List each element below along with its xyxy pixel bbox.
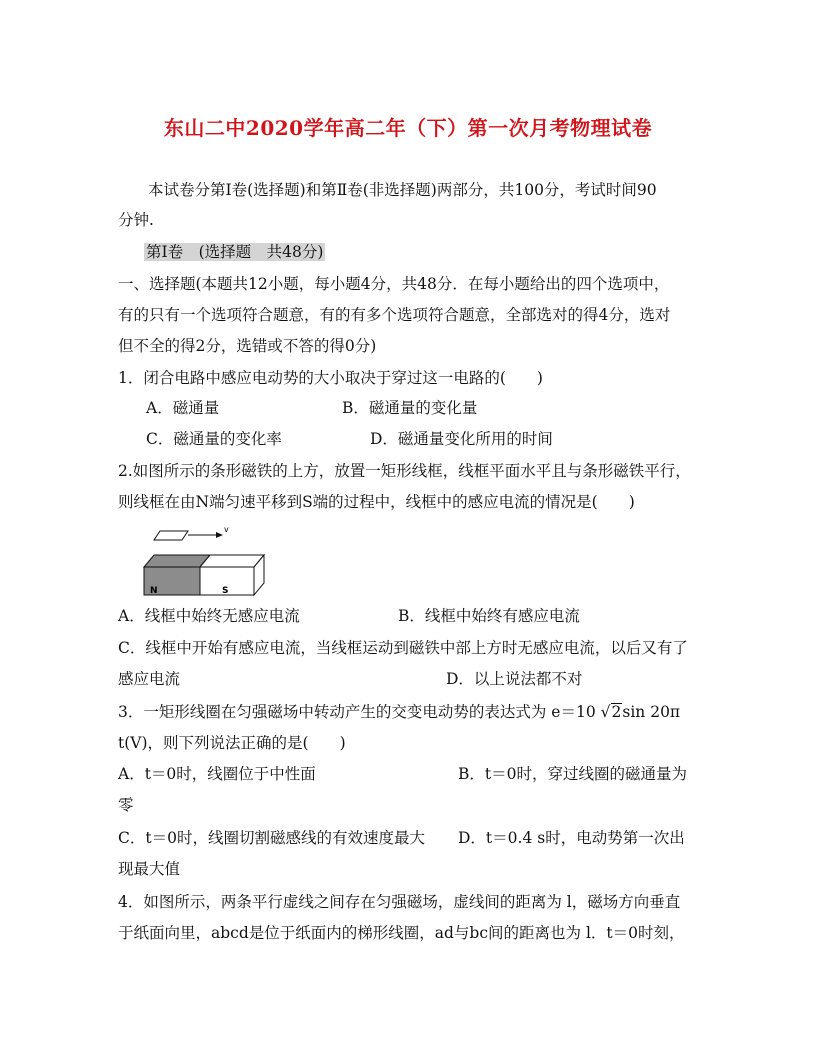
q3-option-c: C．t＝0时，线圈切割磁感线的有效速度最大 <box>118 829 425 847</box>
section1-line-3: 但不全的得2分，选错或不答的得0分) <box>118 337 377 355</box>
intro-line-1: 本试卷分第Ⅰ卷(选择题)和第Ⅱ卷(非选择题)两部分，共100分，考试时间90 <box>148 181 657 199</box>
part1-header <box>144 242 325 262</box>
q3-stem-line-1 <box>118 702 680 722</box>
sqrt-argument: 2 <box>611 703 622 721</box>
q3-stem-post: sin 20π <box>622 703 681 721</box>
magnet-s-top <box>200 555 264 567</box>
q3-option-b-line-2: 零 <box>118 796 134 814</box>
q2-option-c-line-1: C．线框中开始有感应电流，当线框运动到磁铁中部上方时无感应电流，以后又有了 <box>118 639 688 657</box>
q3-option-b-line-1: B．t＝0时，穿过线圈的磁通量为 <box>458 765 687 783</box>
q3-option-d-line-1: D．t＝0.4 s时，电动势第一次出 <box>458 829 685 847</box>
q1-stem: 1．闭合电路中感应电动势的大小取决于穿过这一电路的( ) <box>118 369 543 387</box>
intro-line-2: 分钟. <box>118 211 154 229</box>
section1-line-2: 有的只有一个选项符合题意，有的有多个选项符合题意，全部选对的得4分，选对 <box>118 306 671 324</box>
q1-option-d: D．磁通量变化所用的时间 <box>370 430 553 448</box>
q1-option-c: C．磁通量的变化率 <box>146 430 282 448</box>
q2-option-b: B．线框中始终有感应电流 <box>398 607 580 625</box>
section1-line-1: 一、选择题(本题共12小题，每小题4分，共48分．在每小题给出的四个选项中， <box>118 275 670 293</box>
q3-option-d-line-2: 现最大值 <box>118 860 181 878</box>
arrow-head-icon <box>216 532 223 538</box>
q3-option-a: A．t＝0时，线圈位于中性面 <box>118 765 316 783</box>
magnet-s-label: S <box>222 586 229 596</box>
q1-option-b: B．磁通量的变化量 <box>342 399 478 417</box>
q4-stem-line-2: 于纸面向里，abcd是位于纸面内的梯形线圈，ad与bc间的距离也为 l．t＝0时刻， <box>118 924 685 942</box>
magnet-n-label: N <box>150 586 158 596</box>
q2-option-a: A．线框中始终无感应电流 <box>118 607 300 625</box>
q2-option-c-line-2: 感应电流 <box>118 670 181 688</box>
q2-option-d: D．以上说法都不对 <box>446 670 583 688</box>
magnet-n-top <box>144 555 210 567</box>
q2-stem-line-2: 则线框在由N端匀速平移到S端的过程中，线框中的感应电流的情况是( ) <box>118 493 635 511</box>
magnet-figure <box>140 518 275 598</box>
q1-option-a: A．磁通量 <box>146 399 220 417</box>
q2-stem-line-1: 2.如图所示的条形磁铁的上方，放置一矩形线框，线框平面水平且与条形磁铁平行， <box>118 462 691 480</box>
q3-stem-pre: 3．一矩形线圈在匀强磁场中转动产生的交变电动势的表达式为 e＝10 <box>118 703 601 721</box>
wire-frame <box>154 531 188 540</box>
q3-stem-line-2: t(V)，则下列说法正确的是( ) <box>118 734 346 752</box>
q4-stem-line-1: 4．如图所示，两条平行虚线之间存在匀强磁场，虚线间的距离为 l，磁场方向垂直 <box>118 893 681 911</box>
part1-header-text: 第Ⅰ卷 (选择题 共48分) <box>146 243 324 261</box>
page-title: 东山二中2020学年高二年（下）第一次月考物理试卷 <box>163 116 653 140</box>
sqrt-sign: √ <box>600 703 611 721</box>
velocity-label: v <box>224 525 229 534</box>
